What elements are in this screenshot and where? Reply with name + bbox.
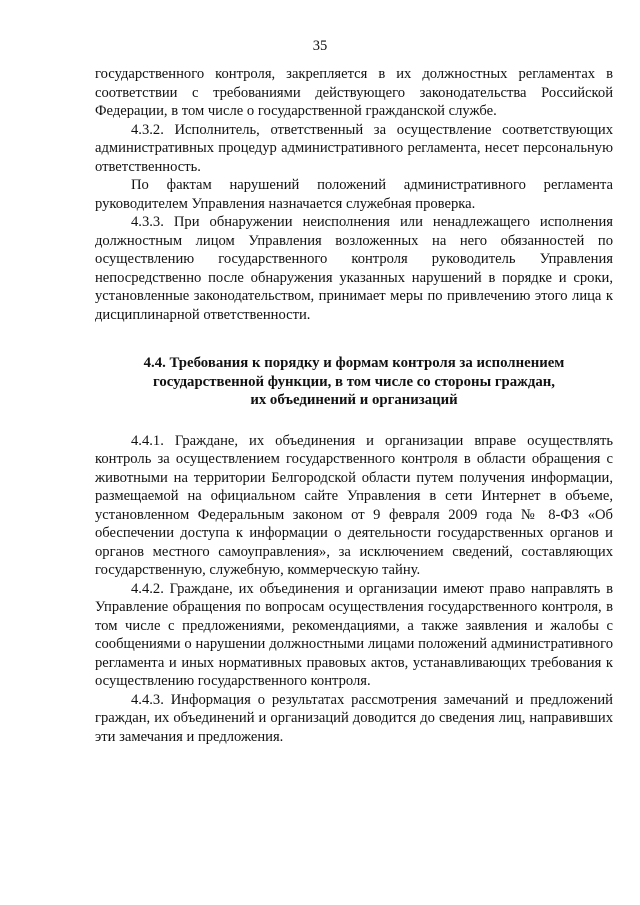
- paragraph-4-3-2: 4.3.2. Исполнитель, ответственный за осуществление соответствующих административных процедур административного регламента, несет персональную ответственность.: [95, 121, 613, 175]
- section-heading-line-3: их объединений и организаций: [250, 392, 458, 408]
- spacer: [95, 324, 613, 354]
- spacer: [95, 410, 613, 432]
- paragraph-4-4-1: 4.4.1. Граждане, их объединения и организации вправе осуществлять контроль за осуществлением государственного контроля в области обращения с животными на территории Белгородской области путем получения информации, размещаемой на официальном сайте Управления в сети Интернет в объеме, установленном Федеральным законом от 9 февраля 2009 года № 8-ФЗ «Об обеспечении доступа к информации о деятельности государственных органов и органов местного самоуправления», за исключением сведений, составляющих государственную, служебную, коммерческую тайну.: [95, 432, 613, 578]
- paragraph-4-4-3: 4.4.3. Информация о результатах рассмотрения замечаний и предложений граждан, их объединений и организаций доводится до сведения лиц, направивших эти замечания и предложения.: [95, 691, 613, 745]
- section-heading: [95, 354, 613, 410]
- paragraph-4-4-2: 4.4.2. Граждане, их объединения и организации имеют право направлять в Управление обращения по вопросам осуществления государственного контроля, в том числе с предложениями, рекомендациями, а также заявления и жалобы с сообщениями о нарушении должностными лицами положений административного регламента и иных нормативных правовых актов, устанавливающих требования к осуществлению государственного контроля.: [95, 580, 613, 689]
- section-heading-line-1: 4.4. Требования к порядку и формам контроля за исполнением: [143, 355, 565, 371]
- paragraph-violations-check: По фактам нарушений положений административного регламента руководителем Управления назначается служебная проверка.: [95, 177, 613, 212]
- section-heading-line-2: государственной функции, в том числе со стороны граждан,: [152, 373, 556, 390]
- page-number: 35: [312, 38, 328, 54]
- paragraph-4-3-3: 4.3.3. При обнаружении неисполнения или ненадлежащего исполнения должностным лицом Управления возложенных на него обязанностей по осуществлению государственного контроля руководитель Управления непосредственно после обнаружения указанных нарушений в порядке и сроки, установленные законодательством, принимает меры по привлечению этого лица к дисциплинарной ответственности.: [95, 214, 613, 323]
- document-body: [95, 65, 613, 746]
- paragraph-continuation: государственного контроля, закрепляется в их должностных регламентах в соответствии с требованиями действующего законодательства Российской Федерации, в том числе о государственной гражданской службе.: [95, 66, 613, 119]
